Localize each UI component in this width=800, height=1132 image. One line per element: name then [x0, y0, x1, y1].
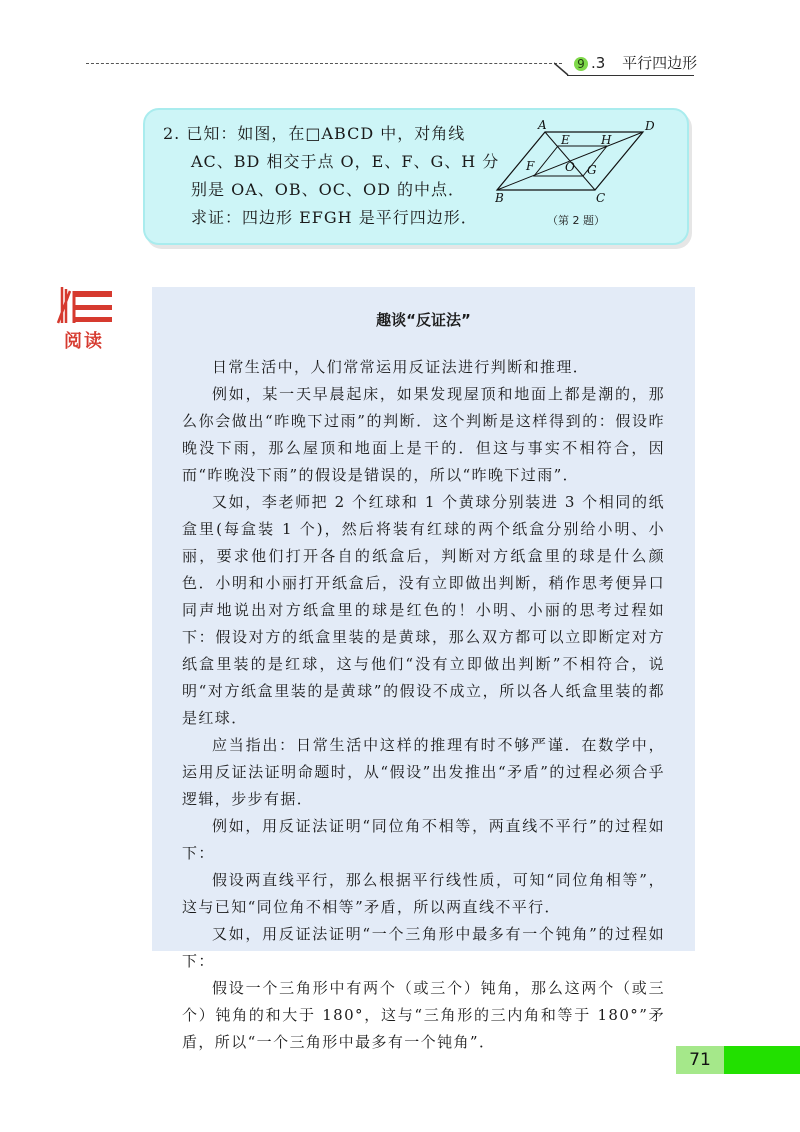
label-o: O: [565, 160, 575, 174]
reading-paragraph: 又如，李老师把 2 个红球和 1 个黄球分别装进 3 个相同的纸盒里(每盒装 1 个)，然后将装有红球的两个纸盒分别给小明、小丽，要求他们打开各自的纸盒后，判断对方纸盒里的球是什么颜色．小明和小丽打开纸盒后，没有立即做出判断，稍作思考便异口同声地说出对方纸盒里的球是红色的！小明、小丽的思考过程如下：假设对方的纸盒里装的是黄球，那么双方都可以立即断定对方纸盒里装的是红球，这与他们“没有立即做出判断”不相符合，说明“对方纸盒里装的是黄球”的假设不成立，所以各人纸盒里装的都是红球．: [182, 493, 665, 727]
label-e: E: [561, 133, 570, 147]
reading-paragraph: 又如，用反证法证明“一个三角形中最多有一个钝角”的过程如下：: [182, 925, 665, 970]
section-number-badge: 9: [574, 57, 588, 71]
header-dashed-rule: [86, 63, 562, 64]
header-solid-rule: [567, 75, 694, 76]
label-b: B: [495, 191, 504, 205]
parallelogram-figure: [495, 118, 665, 228]
reading-paragraph: 日常生活中，人们常常运用反证法进行判断和推理．: [212, 358, 590, 376]
reading-panel: [152, 287, 695, 1051]
reading-paragraph: 假设一个三角形中有两个（或三个）钝角，那么这两个（或三个）钝角的和大于 180°，这与“三角形的三内角和等于 180°”矛盾，所以“一个三角形中最多有一个钝角”．: [182, 979, 665, 1051]
reading-paragraph: 应当指出：日常生活中这样的推理有时不够严谨．在数学中，运用反证法证明命题时，从“假设”出发推出“矛盾”的过程必须合乎逻辑，步步有据．: [182, 736, 665, 808]
section-number-rest: .3: [591, 54, 606, 72]
reading-paragraph: 例如，用反证法证明“同位角不相等，两直线不平行”的过程如下：: [182, 817, 665, 862]
header-rule-connector: [554, 62, 572, 76]
exercise-box: [143, 108, 689, 245]
page-number: 71: [676, 1046, 724, 1074]
label-g: G: [587, 163, 597, 177]
page-number-bar: [724, 1046, 800, 1074]
reading-title: 趣谈“反证法”: [376, 311, 471, 329]
label-a: A: [538, 118, 547, 132]
label-f: F: [526, 159, 535, 173]
reading-paragraph: 假设两直线平行，那么根据平行线性质，可知“同位角相等”，这与已知“同位角不相等”矛盾，所以两直线不平行．: [182, 871, 665, 916]
exercise-line: AC、BD 相交于点 O，E、F、G、H 分: [191, 152, 500, 171]
section-heading: [574, 52, 697, 73]
reading-label: 阅读: [64, 331, 104, 352]
reading-paragraph: 例如，某一天早晨起床，如果发现屋顶和地面上都是潮的，那么你会做出“昨晚下过雨”的判断．这个判断是这样得到的：假设昨晚没下雨，那么屋顶和地面上是干的．但这与事实不相符合，因而“昨晚没下雨”的假设是错误的，所以“昨晚下过雨”．: [182, 385, 665, 484]
label-d: D: [645, 119, 655, 133]
exercise-text: [163, 120, 503, 232]
label-c: C: [596, 191, 606, 205]
figure-caption: （第 2 题）: [547, 214, 605, 227]
exercise-line: 求证：四边形 EFGH 是平行四边形．: [191, 208, 478, 227]
exercise-line: 2. 已知：如图，在□ABCD 中，对角线: [163, 124, 466, 143]
label-h: H: [601, 133, 612, 147]
section-title: 平行四边形: [622, 54, 698, 72]
exercise-line: 别是 OA、OB、OC、OD 的中点．: [191, 180, 466, 199]
